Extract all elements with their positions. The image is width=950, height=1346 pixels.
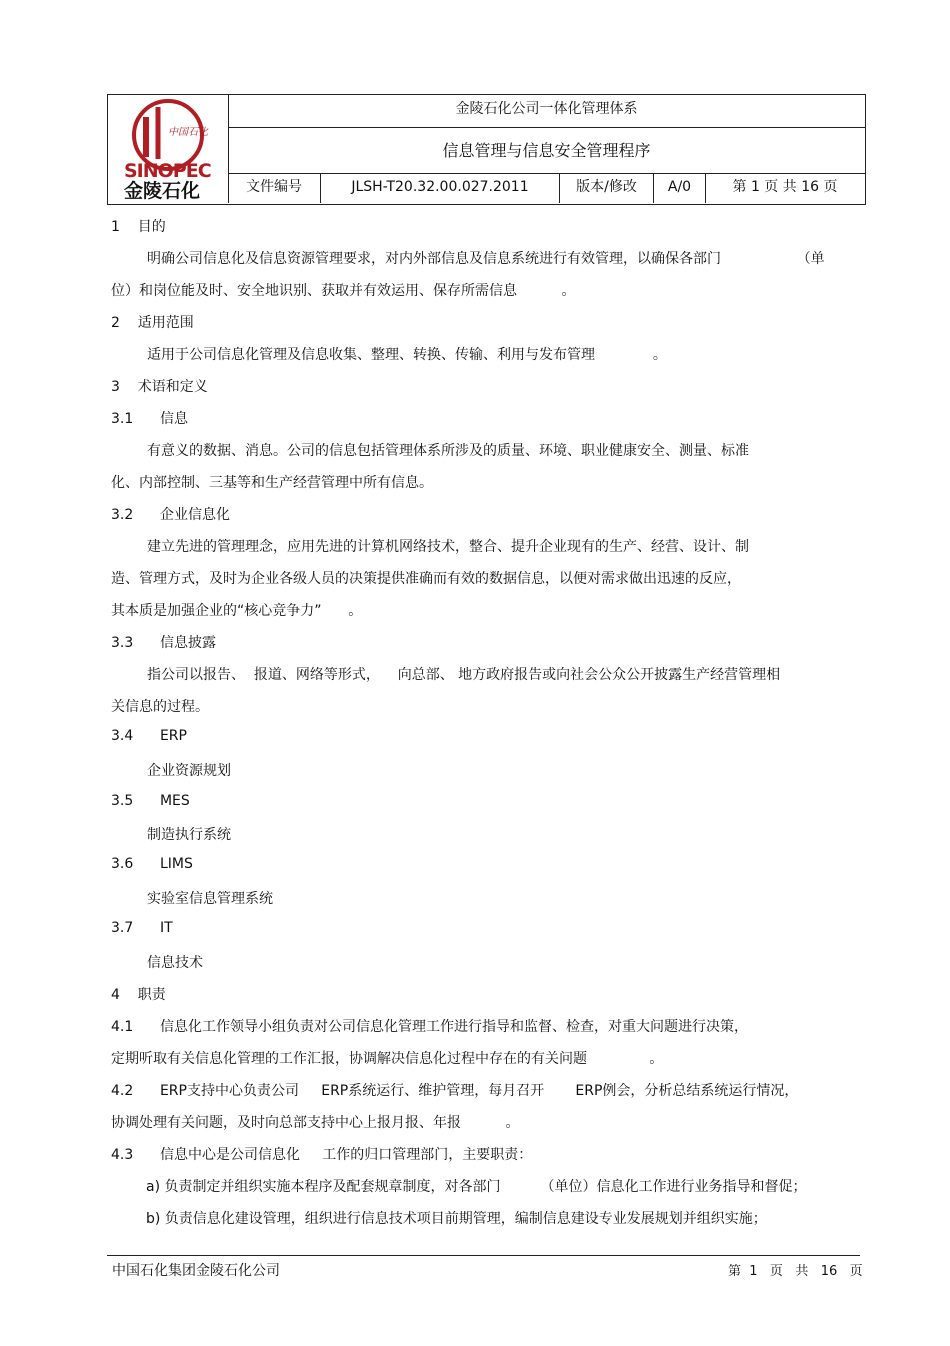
paragraph-line: 4.2 ERP支持中心负责公司 ERP系统运行、维护管理，每月召开 ERP例会，分析总结系统运行情况， xyxy=(111,1083,799,1099)
logo-cell xyxy=(108,95,229,203)
list-item: a) 负责制定并组织实施本程序及配套规章制度，对各部门 （单位）信息化工作进行业务指导和督促； xyxy=(146,1179,807,1195)
paragraph-line: 企业资源规划 xyxy=(147,763,231,779)
footer-divider xyxy=(107,1255,860,1256)
version-label: 版本/修改 xyxy=(576,179,637,195)
paragraph-line: 4.1 信息化工作领导小组负责对公司信息化管理工作进行指导和监督、检查，对重大问题进行决策， xyxy=(111,1019,748,1035)
section-heading-terms: 3 术语和定义 xyxy=(111,379,208,395)
sinopec-logo xyxy=(120,97,216,201)
paragraph-line: 造、管理方式，及时为企业各级人员的决策提供准确而有效的数据信息，以便对需求做出迅速的反应， xyxy=(111,571,741,587)
version-value: A/0 xyxy=(667,179,692,195)
paragraph-line: 信息技术 xyxy=(147,955,203,971)
subsection-heading: 3.7 IT xyxy=(111,920,173,936)
header-meta-row xyxy=(228,173,865,203)
logo-sub: 金陵石化 xyxy=(124,180,201,201)
paragraph-line: 明确公司信息化及信息资源管理要求，对内外部信息及信息系统进行有效管理，以确保各部门 （单 xyxy=(147,251,825,267)
paragraph-line: 定期听取有关信息化管理的工作汇报，协调解决信息化过程中存在的有关问题 。 xyxy=(111,1051,664,1067)
logo-brand: SINOPEC xyxy=(124,160,211,182)
subsection-heading: 3.6 LIMS xyxy=(111,856,193,872)
paragraph-line: 协调处理有关问题，及时向总部支持中心上报月报、年报 。 xyxy=(111,1115,520,1131)
subsection-heading: 3.2 企业信息化 xyxy=(111,507,230,523)
section-heading-duties: 4 职责 xyxy=(111,987,166,1003)
paragraph-line: 适用于公司信息化管理及信息收集、整理、转换、传输、利用与发布管理 。 xyxy=(147,347,667,363)
paragraph-line: 实验室信息管理系统 xyxy=(147,891,273,907)
subsection-heading: 3.1 信息 xyxy=(111,411,188,427)
page-info: 第 1 页 共 16 页 xyxy=(732,179,838,195)
paragraph-line: 其本质是加强企业的“核心竞争力” 。 xyxy=(111,603,363,619)
paragraph-line: 关信息的过程。 xyxy=(111,699,209,715)
paragraph-line: 指公司以报告、 报道、网络等形式， 向总部、 地方政府报告或向社会公众公开披露生产经营管理相 xyxy=(147,667,781,683)
footer-page-number: 第 1 页 共 16 页 xyxy=(728,1264,863,1279)
system-title: 金陵石化公司一体化管理体系 xyxy=(228,95,865,128)
document-header-table xyxy=(107,94,866,205)
list-item: b) 负责信息化建设管理，组织进行信息技术项目前期管理，编制信息建设专业发展规划并组织实施； xyxy=(146,1211,767,1227)
subsection-heading: 3.3 信息披露 xyxy=(111,635,216,651)
section-heading-purpose: 1 目的 xyxy=(111,219,166,235)
paragraph-line: 建立先进的管理理念，应用先进的计算机网络技术，整合、提升企业现有的生产、经营、设计、制 xyxy=(147,539,749,555)
file-no-label: 文件编号 xyxy=(246,179,302,195)
paragraph-line: 4.3 信息中心是公司信息化 工作的归口管理部门，主要职责： xyxy=(111,1147,533,1163)
logo-text-cn: 中国石化 xyxy=(168,127,208,138)
paragraph-line: 位）和岗位能及时、安全地识别、获取并有效运用、保存所需信息 。 xyxy=(111,283,576,299)
document-title: 信息管理与信息安全管理程序 xyxy=(228,127,865,174)
footer-company: 中国石化集团金陵石化公司 xyxy=(112,1263,280,1279)
paragraph-line: 化、内部控制、三基等和生产经营管理中所有信息。 xyxy=(111,475,433,491)
section-heading-scope: 2 适用范围 xyxy=(111,315,194,331)
file-no: JLSH-T20.32.00.027.2011 xyxy=(351,179,529,195)
subsection-heading: 3.5 MES xyxy=(111,793,190,809)
paragraph-line: 有意义的数据、消息。公司的信息包括管理体系所涉及的质量、环境、职业健康安全、测量、标准 xyxy=(147,443,749,459)
paragraph-line: 制造执行系统 xyxy=(147,827,231,843)
subsection-heading: 3.4 ERP xyxy=(111,728,187,744)
